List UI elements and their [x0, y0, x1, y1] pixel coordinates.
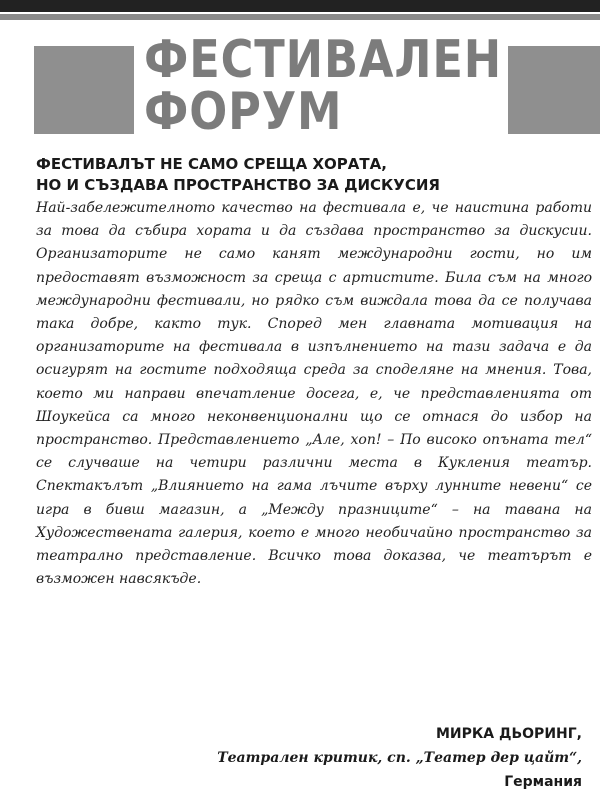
article-headline-line2: НО И СЪЗДАВА ПРОСТРАНСТВО ЗА ДИСКУСИЯ	[36, 176, 440, 194]
article-body: Най-забележителното качество на фестивала е, че наистина работи за това да събира хората и да създава пространство за дискусии. Организаторите не само канят международни гости, но им предоставят възможност за среща с артистите. Била съм на много международни фестивали, но рядко съм виждала това да се получава така добре, както тук. Според мен главната мотивация на организаторите на фестивала в изпълнението на тази задача е да осигурят на гостите подходяща среда за споделяне на мнения. Това, което ми направи впечатление досега, е, че представленията от Шоукейса са много неконвенционални що се отнася до избор на пространство. Представлението „Але, хоп! – По високо опъната тел“ се случваше на четири различни места в Кукления театър. Спектакълът „Влиянието на гама лъчите върху лунните невени“ се игра в бивш магазин, а „Между празниците“ – на тавана на Художествената галерия, което е много необичайно пространство за театрално представление. Всичко това доказва, че театърът е възможен навсякъде.	[36, 200, 592, 588]
article-headline	[36, 154, 556, 196]
top-rule	[0, 0, 600, 20]
section-title-line1: ФЕСТИВАЛЕН	[144, 30, 503, 90]
author-name: МИРКА ДЬОРИНГ,	[435, 726, 582, 742]
author-country: Германия	[504, 774, 582, 790]
author-signature	[62, 722, 582, 794]
article-headline-line1: ФЕСТИВАЛЪТ НЕ САМО СРЕЩА ХОРАТА,	[36, 155, 387, 173]
decorative-block-right	[508, 46, 600, 134]
author-role: Театрален критик, сп. „Театер дер цайт“,	[217, 750, 582, 766]
section-title	[144, 30, 503, 142]
decorative-block-left	[34, 46, 134, 134]
section-title-line2: ФОРУМ	[144, 82, 343, 142]
